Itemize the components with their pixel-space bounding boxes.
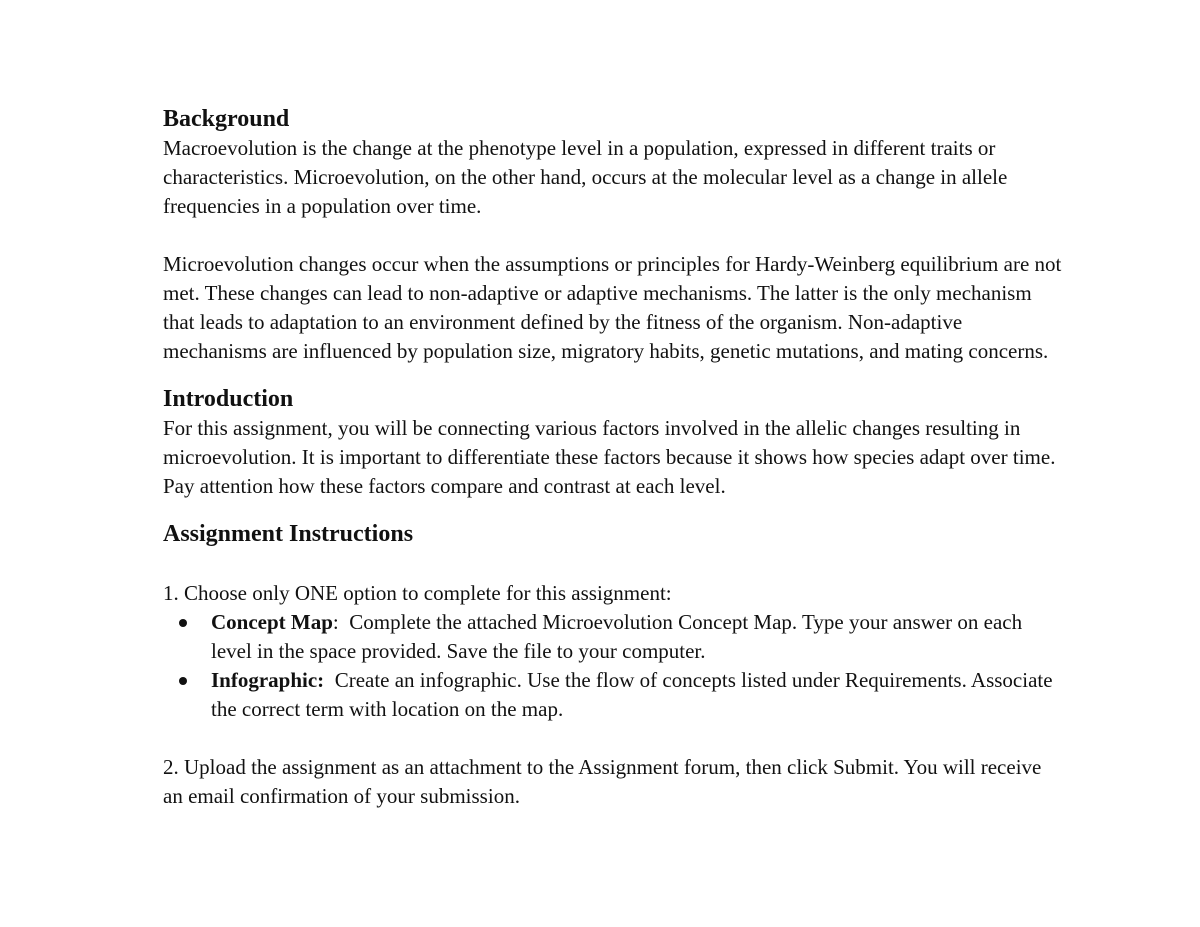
introduction-paragraph: For this assignment, you will be connecting various factors involved in the allelic changes resulting in microevolution. It is important to differentiate these factors because it shows how species adapt over time. Pay attention how these factors compare and contrast at each level. bbox=[163, 416, 1056, 498]
assignment-instructions-heading: Assignment Instructions bbox=[163, 521, 414, 547]
option-term: Infographic: bbox=[211, 668, 325, 692]
background-paragraph-1: Macroevolution is the change at the phenotype level in a population, expressed in different traits or characteristics. Microevolution, on the other hand, occurs at the molecular level as a change in allele frequencies in a population over time. bbox=[163, 136, 1008, 218]
background-paragraph-2: Microevolution changes occur when the assumptions or principles for Hardy-Weinberg equilibrium are not met. These changes can lead to non-adaptive or adaptive mechanisms. The latter is the only mechanism that leads to adaptation to an environment defined by the fitness of the organism. Non-adaptive mechanisms are influenced by population size, migratory habits, genetic mutations, and mating concerns. bbox=[163, 252, 1062, 363]
instruction-step-2: 2. Upload the assignment as an attachment to the Assignment forum, then click Submit. You will receive an email confirmation of your submission. bbox=[163, 755, 1042, 808]
option-description: Create an infographic. Use the flow of concepts listed under Requirements. Associate the correct term with location on the map. bbox=[211, 668, 1053, 721]
document-page bbox=[163, 104, 1063, 811]
option-concept-map bbox=[163, 608, 1063, 666]
option-list bbox=[163, 608, 1063, 724]
option-term: Concept Map bbox=[211, 610, 333, 634]
bullet-icon bbox=[179, 677, 187, 685]
option-term-colon: : bbox=[332, 610, 339, 634]
bullet-icon bbox=[179, 619, 187, 627]
instruction-step-1: 1. Choose only ONE option to complete for this assignment: bbox=[163, 581, 672, 605]
introduction-heading: Introduction bbox=[163, 386, 294, 412]
background-heading: Background bbox=[163, 106, 290, 132]
option-infographic bbox=[163, 666, 1063, 724]
option-description: Complete the attached Microevolution Concept Map. Type your answer on each level in the space provided. Save the file to your computer. bbox=[211, 610, 1023, 663]
